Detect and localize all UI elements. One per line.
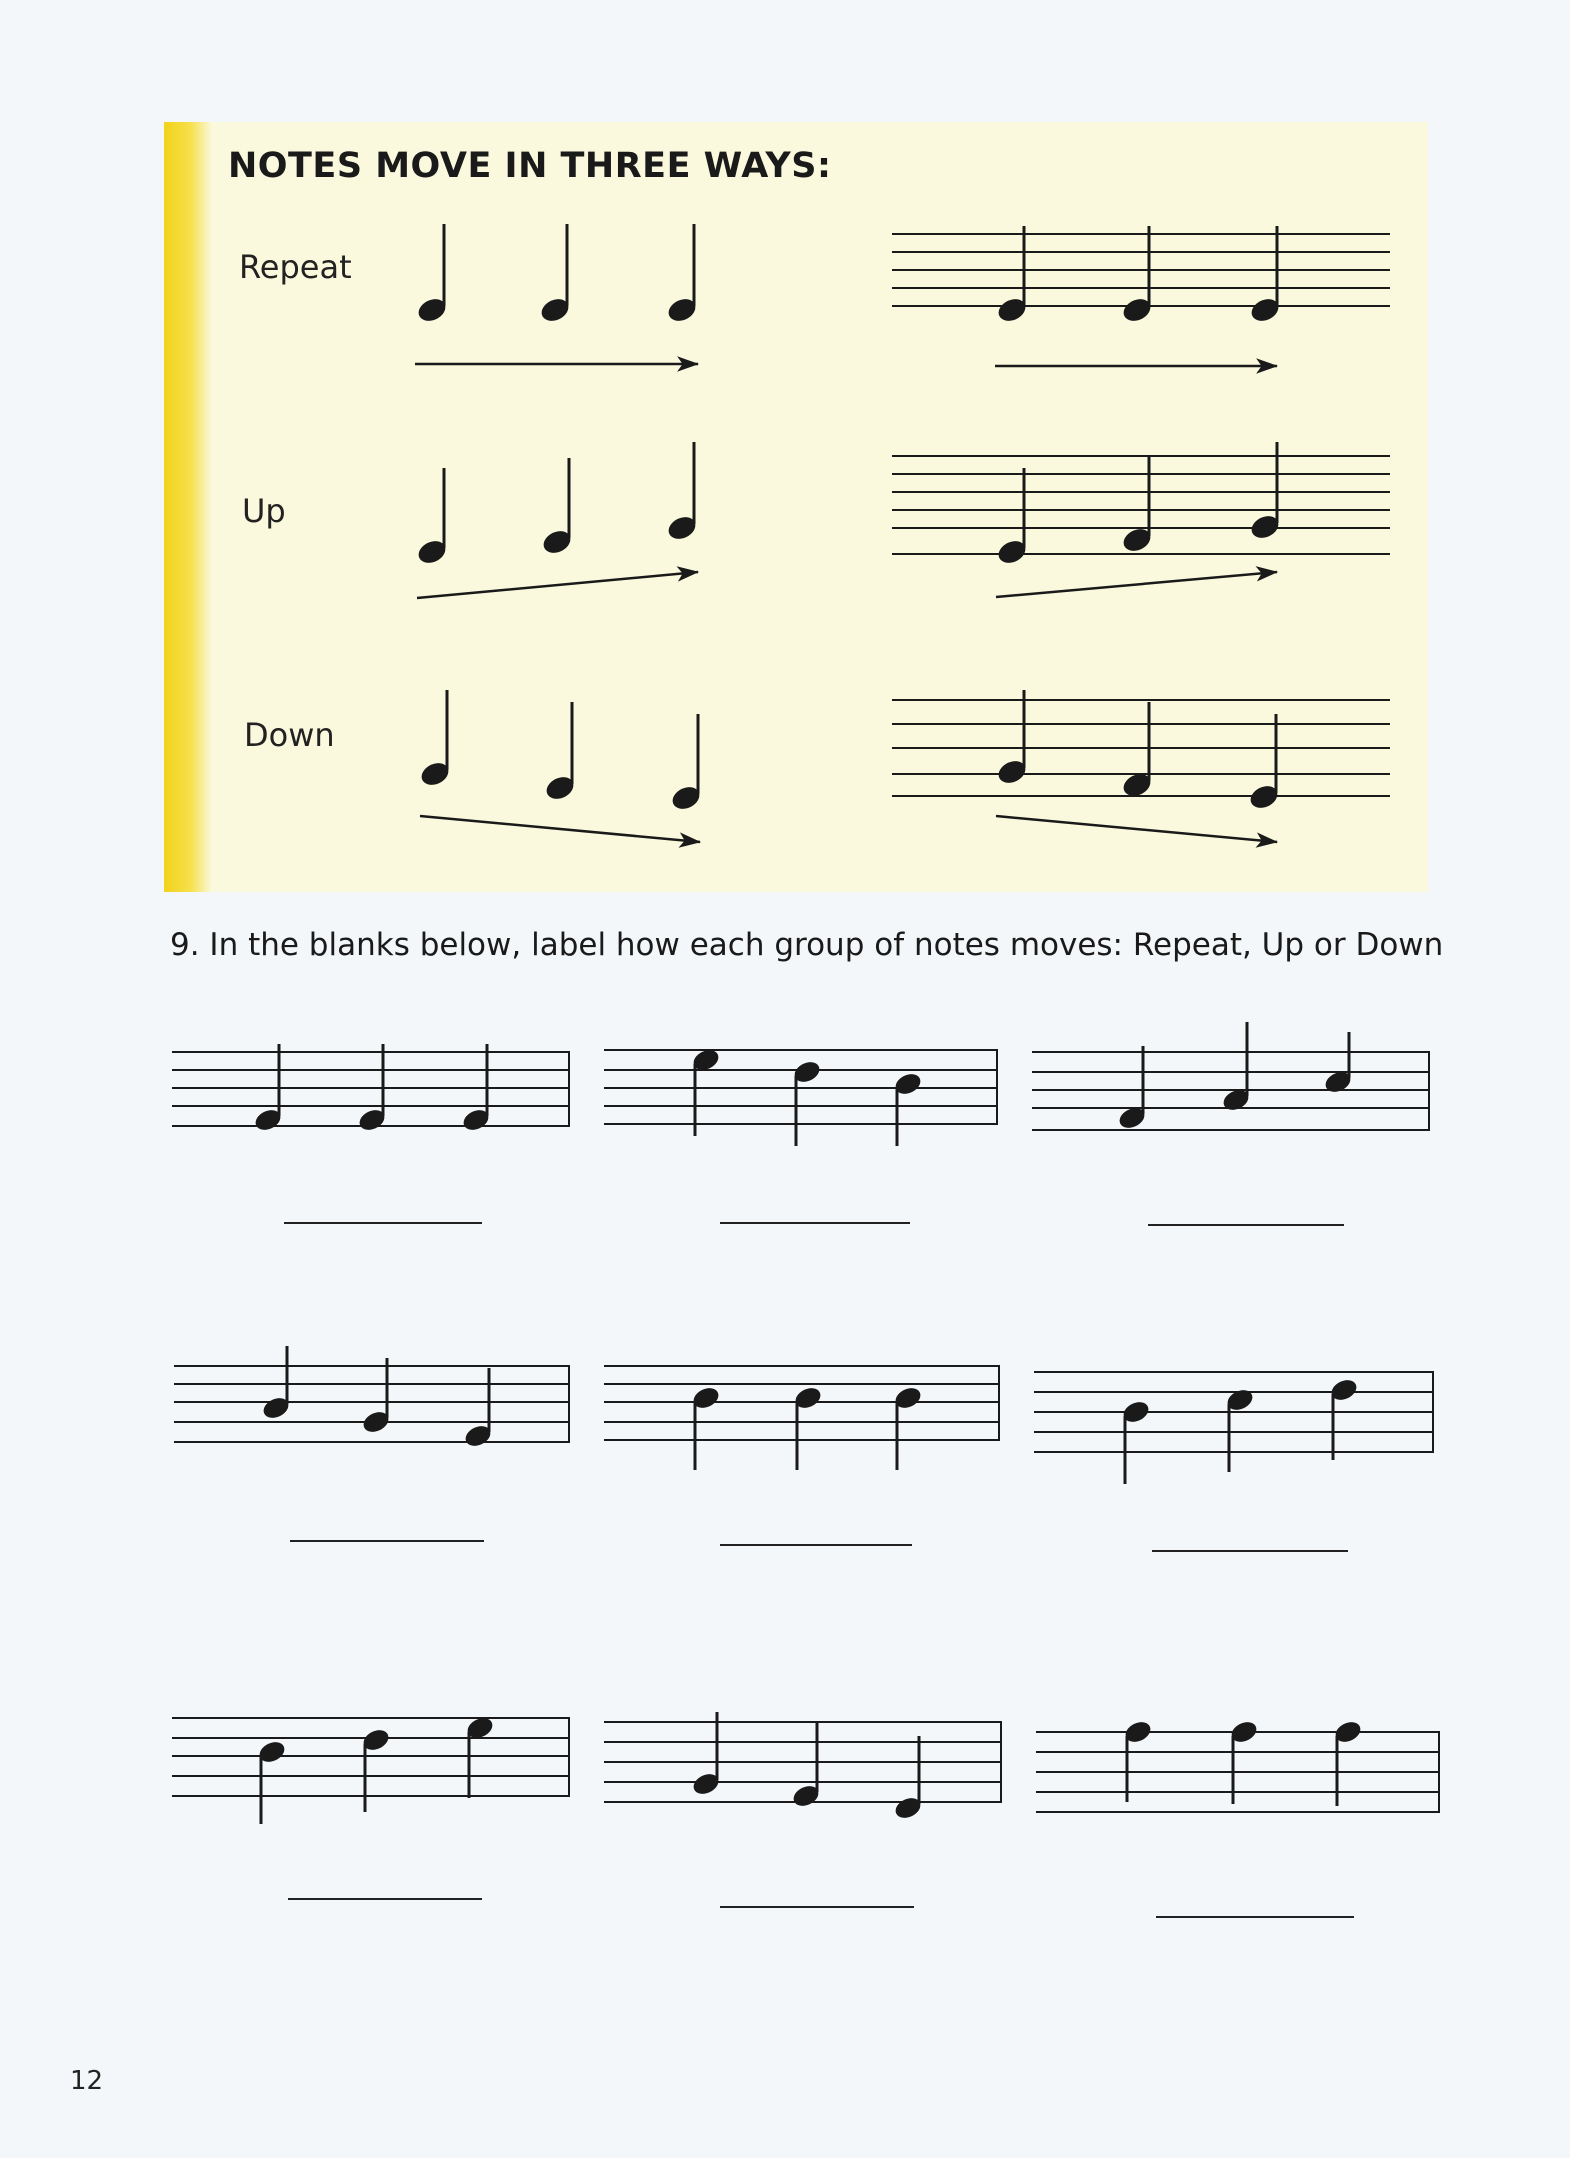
quarter-note [665,224,699,325]
exercise-staff-8 [604,1712,1002,1822]
row-label-repeat: Repeat [239,248,352,286]
direction-arrow [996,816,1277,842]
quarter-note [415,224,449,325]
answer-blank-1[interactable] [284,1222,482,1224]
staff-lines [1034,1372,1434,1452]
quarter-note [360,1726,391,1812]
answer-blank-2[interactable] [720,1222,910,1224]
quarter-note [418,690,452,789]
quarter-note [1224,1386,1255,1472]
quarter-note [256,1738,287,1824]
exercise-instruction: 9. In the blanks below, label how each group of notes moves: Repeat, Up or Down [170,927,1444,963]
quarter-note [791,1058,822,1146]
answer-blank-7[interactable] [288,1898,482,1900]
quarter-note [1248,226,1282,325]
quarter-note [543,702,577,803]
down-example-free [418,690,703,842]
exercise-staff-4 [174,1346,570,1450]
quarter-note [892,1070,923,1146]
quarter-note [1247,714,1281,812]
repeat-example-free [415,224,699,364]
exercise-staff-3 [1032,1022,1430,1132]
quarter-note [690,1384,721,1470]
answer-blank-5[interactable] [720,1544,912,1546]
staff-lines [172,1718,570,1796]
info-box-title: NOTES MOVE IN THREE WAYS: [228,146,832,186]
exercise-staff-6 [1034,1372,1434,1484]
quarter-note [892,1384,923,1470]
quarter-note [538,224,572,325]
quarter-note [1322,1032,1353,1096]
quarter-note [1120,1398,1151,1484]
page-number: 12 [70,2066,104,2096]
answer-blank-9[interactable] [1156,1916,1354,1918]
direction-arrow [417,572,698,598]
down-example-staff [892,690,1390,842]
staff-lines [1036,1732,1440,1812]
quarter-note [415,468,449,567]
staff-lines [604,1050,998,1124]
exercise-staff-9 [1036,1718,1440,1812]
quarter-note [690,1046,721,1136]
quarter-note [665,442,699,543]
quarter-note [1120,226,1154,325]
row-label-down: Down [244,716,335,754]
quarter-note [1120,702,1154,800]
exercise-staff-5 [604,1366,1000,1470]
quarter-note [462,1368,493,1450]
quarter-note [790,1722,821,1810]
answer-blank-6[interactable] [1152,1550,1348,1552]
direction-arrow [420,816,700,842]
quarter-note [540,458,574,557]
repeat-example-staff [892,226,1390,366]
quarter-note [1116,1046,1147,1132]
quarter-note [1122,1718,1153,1802]
answer-blank-4[interactable] [290,1540,484,1542]
quarter-note [1328,1376,1359,1460]
quarter-note [892,1736,923,1822]
answer-blank-3[interactable] [1148,1224,1344,1226]
quarter-note [669,714,703,813]
staff-lines [1032,1052,1430,1130]
exercise-staff-7 [172,1714,570,1824]
quarter-note [792,1384,823,1470]
row-label-up: Up [242,492,286,530]
quarter-note [690,1712,721,1798]
quarter-note [995,690,1029,787]
exercise-staff-1 [172,1044,570,1134]
quarter-note [1220,1022,1251,1114]
quarter-note [1120,456,1154,555]
direction-arrow [996,572,1277,597]
answer-blank-8[interactable] [720,1906,914,1908]
up-example-staff [892,442,1390,597]
up-example-free [415,442,699,598]
quarter-note [995,468,1029,567]
quarter-note [360,1358,391,1436]
quarter-note [995,226,1029,325]
staff-lines [892,234,1390,306]
exercise-staff-2 [604,1046,998,1146]
